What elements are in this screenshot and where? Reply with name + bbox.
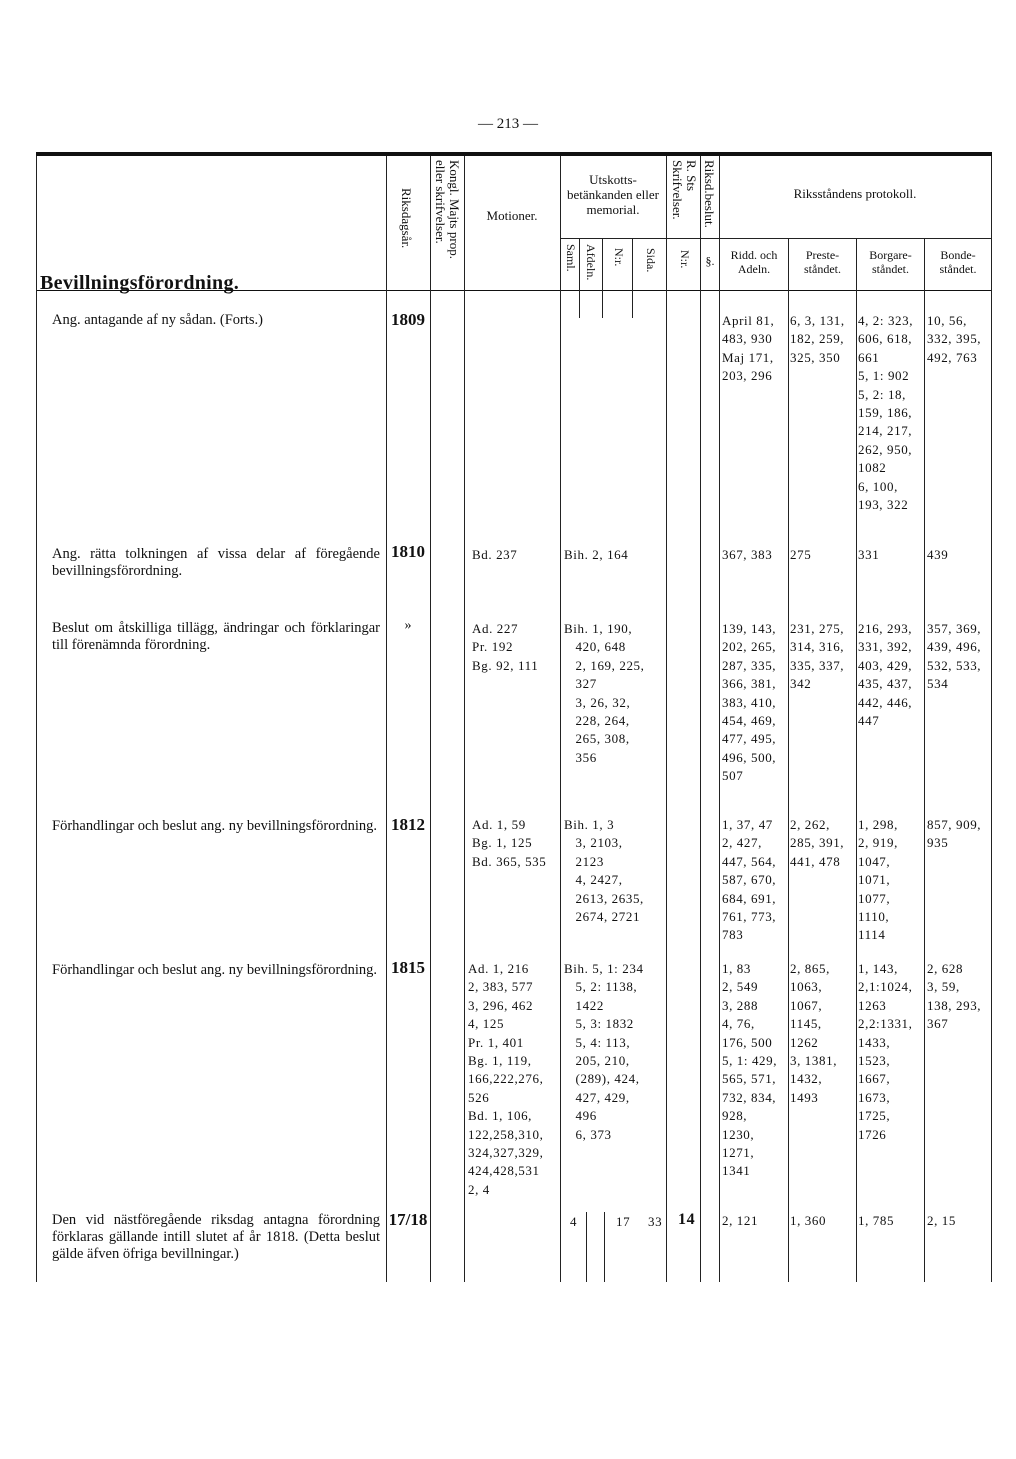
page-number: — 213 — (478, 116, 538, 132)
motioner-cell: Ad. 1, 59 Bg. 1, 125 Bd. 365, 535 (472, 817, 547, 869)
utskotts-cell: Bih. 1, 3 3, 2103, 2123 4, 2427, 2613, 2635, 2674, 2721 (564, 817, 644, 925)
row-description: Ang. antagande af ny sådan. (Forts.) (52, 312, 263, 328)
borgare-cell: 1, 785 (858, 1213, 895, 1228)
row-description: Den vid nästföregående riksdag antagna förordning förklaras gällande intill slutet af år 1818. (Detta beslut gälde äfven öfriga bevillningar.) (52, 1212, 380, 1262)
header-ridd: Ridd. och Adeln. (730, 248, 778, 276)
header-r-sts: R. Sts Skrifvelser. (670, 160, 699, 220)
header-saml: Saml. (564, 244, 578, 272)
header-utskotts: Utskotts- betänkanden eller memorial. (566, 172, 660, 217)
header-preste: Preste- ståndet. (804, 248, 841, 276)
bonde-cell: 357, 369, 439, 496, 532, 533, 534 (927, 621, 982, 692)
ridd-cell: 2, 121 (722, 1213, 759, 1228)
header-nr: N:r. (612, 248, 626, 267)
borgare-cell: 216, 293, 331, 392, 403, 429, 435, 437, 442, 446, 447 (858, 621, 913, 729)
bonde-cell: 439 (927, 547, 949, 562)
bonde-cell: 10, 56, 332, 395, 492, 763 (927, 313, 982, 365)
motioner-cell: Ad. 227 Pr. 192 Bg. 92, 111 (472, 621, 539, 673)
row-year: 17/18 (388, 1210, 428, 1229)
ridd-cell: 1, 83 2, 549 3, 288 4, 76, 176, 500 5, 1: 429, 565, 571, 732, 834, 928, 1230, 1271, 1341 (722, 961, 778, 1179)
preste-cell: 2, 262, 285, 391, 441, 478 (790, 817, 845, 869)
motioner-cell: Bd. 237 (472, 547, 518, 562)
bonde-cell: 2, 15 (927, 1213, 956, 1228)
borgare-cell: 4, 2: 323, 606, 618, 661 5, 1: 902 5, 2: 18, 159, 186, 214, 217, 262, 950, 1082 6, 100, 193, 322 (858, 313, 914, 513)
borgare-cell: 1, 298, 2, 919, 1047, 1071, 1077, 1110, 1114 (858, 817, 898, 943)
row-description: Beslut om åtskilliga tillägg, ändringar och förklaringar till förenämnda förordning. (52, 620, 380, 653)
row-year: 1809 (391, 310, 425, 329)
ridd-cell: 139, 143, 202, 265, 287, 335, 366, 381, 383, 410, 454, 469, 477, 495, 496, 500, 507 (722, 621, 777, 784)
motioner-cell: Ad. 1, 216 2, 383, 577 3, 296, 462 4, 125 Pr. 1, 401 Bg. 1, 119, 166,222,276, 526 Bd. 1, 106, 122,258,310, 324,327,329, 424,428,531 2, 4 (468, 961, 544, 1197)
utskotts-cell: Bih. 2, 164 (564, 547, 629, 562)
ridd-cell: 1, 37, 47 2, 427, 447, 564, 587, 670, 684, 691, 761, 773, 783 (722, 817, 777, 943)
row-description: Ang. rätta tolkningen af vissa delar af föregående bevillningsförordning. (52, 546, 380, 579)
utskotts-cell: Bih. 5, 1: 234 5, 2: 1138, 1422 5, 3: 1832 5, 4: 113, 205, 210, (289), 424, 427, 429, 496 6, 373 (564, 961, 644, 1142)
header-bonde: Bonde- ståndet. (939, 248, 977, 276)
row-year: 1815 (391, 958, 425, 977)
header-sida: Sida. (644, 248, 658, 273)
header-motioner: Motioner. (486, 208, 538, 223)
top-rule (36, 152, 992, 156)
saml-cell: 4 (570, 1214, 578, 1229)
preste-cell: 275 (790, 547, 812, 562)
preste-cell: 1, 360 (790, 1213, 827, 1228)
header-protokoll: Riksståndens protokoll. (793, 186, 917, 201)
header-afdeln: Afdeln. (584, 244, 598, 281)
row-year: 1810 (391, 542, 425, 561)
ridd-cell: April 81, 483, 930 Maj 171, 203, 296 (722, 313, 775, 384)
row-description: Förhandlingar och beslut ang. ny bevillningsförordning. (52, 818, 377, 834)
preste-cell: 231, 275, 314, 316, 335, 337, 342 (790, 621, 845, 692)
header-para: §. (705, 254, 715, 268)
header-riksdagsar: Riksdagsår. (399, 188, 414, 249)
header-kongl: Kongl. Majts prop. eller skrifvelser. (433, 160, 462, 259)
borgare-cell: 1, 143, 2,1:1024, 1263 2,2:1331, 1433, 1523, 1667, 1673, 1725, 1726 (858, 961, 913, 1142)
nr-cell: 17 (616, 1214, 631, 1229)
header-riksd-beslut: Riksd.beslut. (702, 160, 717, 228)
section-title: Bevillningsförordning. (40, 272, 240, 294)
sida-cell: 33 (648, 1214, 663, 1229)
borgare-cell: 331 (858, 547, 880, 562)
ridd-cell: 367, 383 (722, 547, 773, 562)
preste-cell: 2, 865, 1063, 1067, 1145, 1262 3, 1381, 1432, 1493 (790, 961, 838, 1105)
row-description: Förhandlingar och beslut ang. ny bevillningsförordning. (52, 962, 377, 978)
row-year: » (404, 618, 412, 633)
bonde-cell: 857, 909, 935 (927, 817, 982, 851)
preste-cell: 6, 3, 131, 182, 259, 325, 350 (790, 313, 845, 365)
row-year: 1812 (391, 815, 425, 834)
header-r-nr: N:r. (678, 250, 692, 269)
r-nr-cell: 14 (678, 1211, 696, 1228)
bonde-cell: 2, 628 3, 59, 138, 293, 367 (927, 961, 982, 1032)
utskotts-cell: Bih. 1, 190, 420, 648 2, 169, 225, 327 3, 26, 32, 228, 264, 265, 308, 356 (564, 621, 645, 765)
header-borgare: Borgare- ståndet. (869, 248, 912, 276)
